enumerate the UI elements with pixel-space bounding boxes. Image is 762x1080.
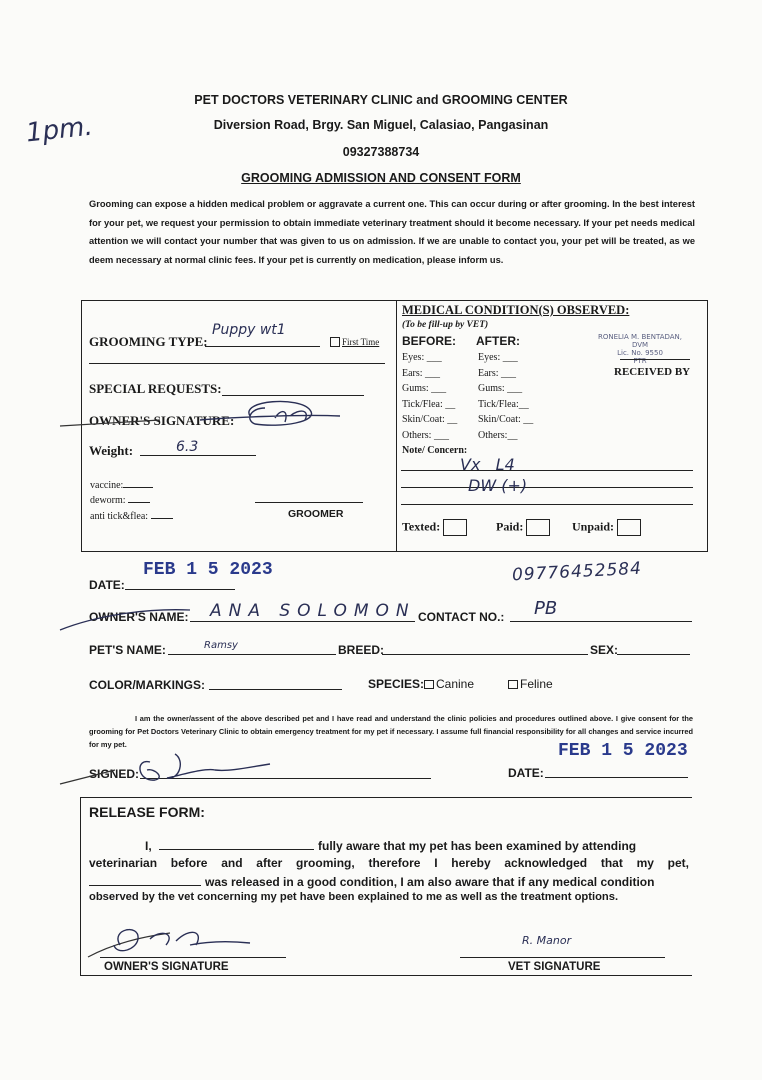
after-header: AFTER: (476, 334, 520, 348)
release-name-field[interactable] (159, 838, 314, 850)
before-list (402, 350, 457, 443)
antitick-label (90, 509, 173, 522)
form-title: GROOMING ADMISSION AND CONSENT FORM (241, 171, 521, 185)
special-requests-label: SPECIAL REQUESTS: (89, 381, 222, 396)
medical-subtitle: (To be fill-up by VET) (402, 320, 489, 330)
sex-field[interactable] (617, 642, 690, 655)
pet-name-label: PET'S NAME: (89, 643, 166, 657)
release-line-4: observed by the vet concerning my pet have been explained to me as well as the treatment options. (89, 891, 619, 903)
weight-label: Weight: (89, 443, 134, 458)
before-others[interactable]: Others: ___ (402, 429, 449, 441)
vet-stamp (590, 333, 690, 365)
antitick-text: anti tick&flea: (90, 511, 149, 522)
special-requests-field[interactable] (222, 381, 364, 396)
owner-signature-scribble-1 (50, 396, 350, 436)
before-gums[interactable]: Gums: ___ (402, 383, 447, 394)
unpaid-label: Unpaid: (572, 519, 615, 534)
release-vet-line[interactable] (460, 950, 665, 958)
species-label: SPECIES: (368, 677, 425, 691)
note-hand-1: Vx L4 (460, 455, 515, 474)
received-by-line[interactable] (620, 352, 690, 360)
breed-label: BREED: (338, 643, 385, 657)
signed-signature (55, 740, 275, 790)
after-eyes[interactable]: Eyes: ___ (478, 352, 518, 363)
color-label: COLOR/MARKINGS: (89, 678, 205, 692)
before-ears[interactable]: Ears: ___ (402, 367, 441, 379)
clinic-name: PET DOCTORS VETERINARY CLINIC and GROOMING CENTER (194, 93, 568, 107)
release-bottom-rule (80, 975, 692, 976)
first-time-label: First Time (342, 337, 380, 347)
grooming-type-value: Puppy wt1 (212, 322, 286, 338)
paid-checkbox[interactable] (526, 519, 550, 536)
vaccine-text: vaccine: (90, 480, 124, 491)
deworm-field[interactable] (128, 493, 150, 503)
release-line-3 (89, 874, 689, 889)
feline-label: Feline (520, 677, 553, 691)
texted-field[interactable] (402, 519, 467, 536)
release-vet-label: VET SIGNATURE (508, 961, 601, 973)
date-stamp-2: FEB 1 5 2023 (558, 741, 688, 761)
date-label-2: DATE: (508, 766, 544, 780)
before-skin[interactable]: Skin/Coat: __ (402, 414, 458, 425)
canine-checkbox[interactable] (424, 680, 434, 689)
vaccine-label (90, 478, 153, 491)
after-others[interactable]: Others:__ (478, 429, 518, 441)
owner-name-strike (55, 598, 195, 638)
grooming-line-2[interactable] (89, 350, 385, 364)
pet-name-field[interactable] (168, 642, 336, 655)
after-skin[interactable]: Skin/Coat: __ (478, 414, 534, 425)
note-line-1[interactable] (401, 459, 693, 471)
clinic-phone: 09327388734 (342, 145, 420, 159)
date-stamp: FEB 1 5 2023 (143, 560, 273, 580)
antitick-field[interactable] (151, 509, 173, 519)
note-line-3[interactable] (401, 493, 693, 505)
note-label: Note/ Concern: (402, 445, 468, 456)
feline-checkbox[interactable] (508, 680, 518, 689)
after-ears[interactable]: Ears: ___ (478, 367, 517, 379)
vet-stamp-ptr: PTR (633, 357, 647, 365)
release-i: I, (145, 839, 152, 853)
date-label: DATE: (89, 578, 125, 592)
before-header: BEFORE: (402, 334, 456, 348)
release-vet-signature: R. Manor (522, 934, 572, 947)
vet-stamp-lic: Lic. No. 9550 (617, 349, 663, 357)
signed-label: SIGNED: (89, 767, 140, 781)
weight-value: 6.3 (176, 439, 199, 455)
before-tick[interactable]: Tick/Flea: __ (402, 398, 456, 410)
release-text-1: fully aware that my pet has been examined by attending (318, 839, 637, 853)
release-title: RELEASE FORM: (89, 804, 205, 820)
canine-option[interactable] (424, 677, 474, 691)
first-time-checkbox[interactable] (330, 337, 340, 347)
contact-handwritten: 09776452584 (511, 558, 643, 586)
intro-paragraph: Grooming can expose a hidden medical problem or aggravate a current one. This can occur during or after grooming. In the best interest for your pet, we request your permission to obtain immediate veterinary treatment should it become necessary. If your pet needs medical attention we will contact your number that was given to us on admission. If we are unable to contact you, your pet will be treated, as we deem necessary at normal clinic fees. If your pet is currently on medication, please inform us. (89, 199, 695, 265)
note-line-2[interactable] (401, 476, 693, 488)
after-list (478, 350, 533, 443)
clinic-address: Diversion Road, Brgy. San Miguel, Calasiao, Pangasinan (213, 118, 549, 132)
received-by-label: RECEIVED BY (614, 366, 691, 378)
owner-name-value: ANA SOLOMON (210, 601, 416, 621)
paid-field[interactable] (496, 519, 550, 536)
deworm-label (90, 493, 150, 506)
vet-stamp-name: RONELIA M. BENTADAN, DVM (598, 333, 682, 349)
medical-title: MEDICAL CONDITION(S) OBSERVED: (402, 303, 630, 317)
contact-label: CONTACT NO.: (418, 610, 505, 624)
release-text-3: was released in a good condition, I am also aware that if any medical condition (205, 875, 655, 889)
deworm-text: deworm: (90, 495, 126, 506)
vaccine-field[interactable] (123, 478, 153, 488)
contact-value: PB (534, 598, 558, 619)
unpaid-field[interactable] (572, 519, 641, 536)
texted-label: Texted: (402, 519, 441, 534)
canine-label: Canine (436, 677, 475, 691)
after-tick[interactable]: Tick/Flea:__ (478, 398, 529, 410)
box-divider (396, 300, 397, 552)
sex-label: SEX: (590, 643, 619, 657)
before-eyes[interactable]: Eyes: ___ (402, 352, 442, 363)
groomer-label: GROOMER (288, 508, 344, 520)
groomer-line[interactable] (255, 491, 363, 503)
paid-label: Paid: (496, 519, 524, 534)
release-owner-label: OWNER'S SIGNATURE (104, 961, 229, 973)
release-owner-line[interactable] (100, 950, 286, 958)
unpaid-checkbox[interactable] (617, 519, 641, 536)
release-line-1 (89, 838, 689, 853)
owner-signature-label: OWNER'S SIGNATURE: (89, 413, 235, 428)
release-line-2: veterinarian before and after grooming, therefore I hereby acknowledged that my pet, (89, 856, 689, 870)
breed-field[interactable] (382, 642, 588, 655)
note-hand-2: DW (+) (468, 476, 528, 495)
pet-name-value: Ramsy (204, 640, 238, 651)
margin-note: 1pm. (24, 111, 95, 149)
grooming-type-label: GROOMING TYPE: (89, 334, 208, 349)
color-field[interactable] (209, 677, 342, 690)
after-gums[interactable]: Gums: ___ (478, 383, 523, 394)
consent-text: I am the owner/assent of the above described pet and I have read and understand the clinic policies and procedures outlined above. I give consent for the grooming for Pet Doctors Veterinary Clinic to obtain emergency treatment for my pet if necessary. I assume full financial responsibility for all changes and service incurred for my pet. (89, 714, 693, 749)
owner-name-label: OWNER'S NAME: (89, 610, 189, 624)
texted-checkbox[interactable] (443, 519, 467, 536)
release-pet-field[interactable] (89, 874, 201, 886)
feline-option[interactable] (508, 677, 553, 691)
date-field-2[interactable] (545, 765, 688, 778)
